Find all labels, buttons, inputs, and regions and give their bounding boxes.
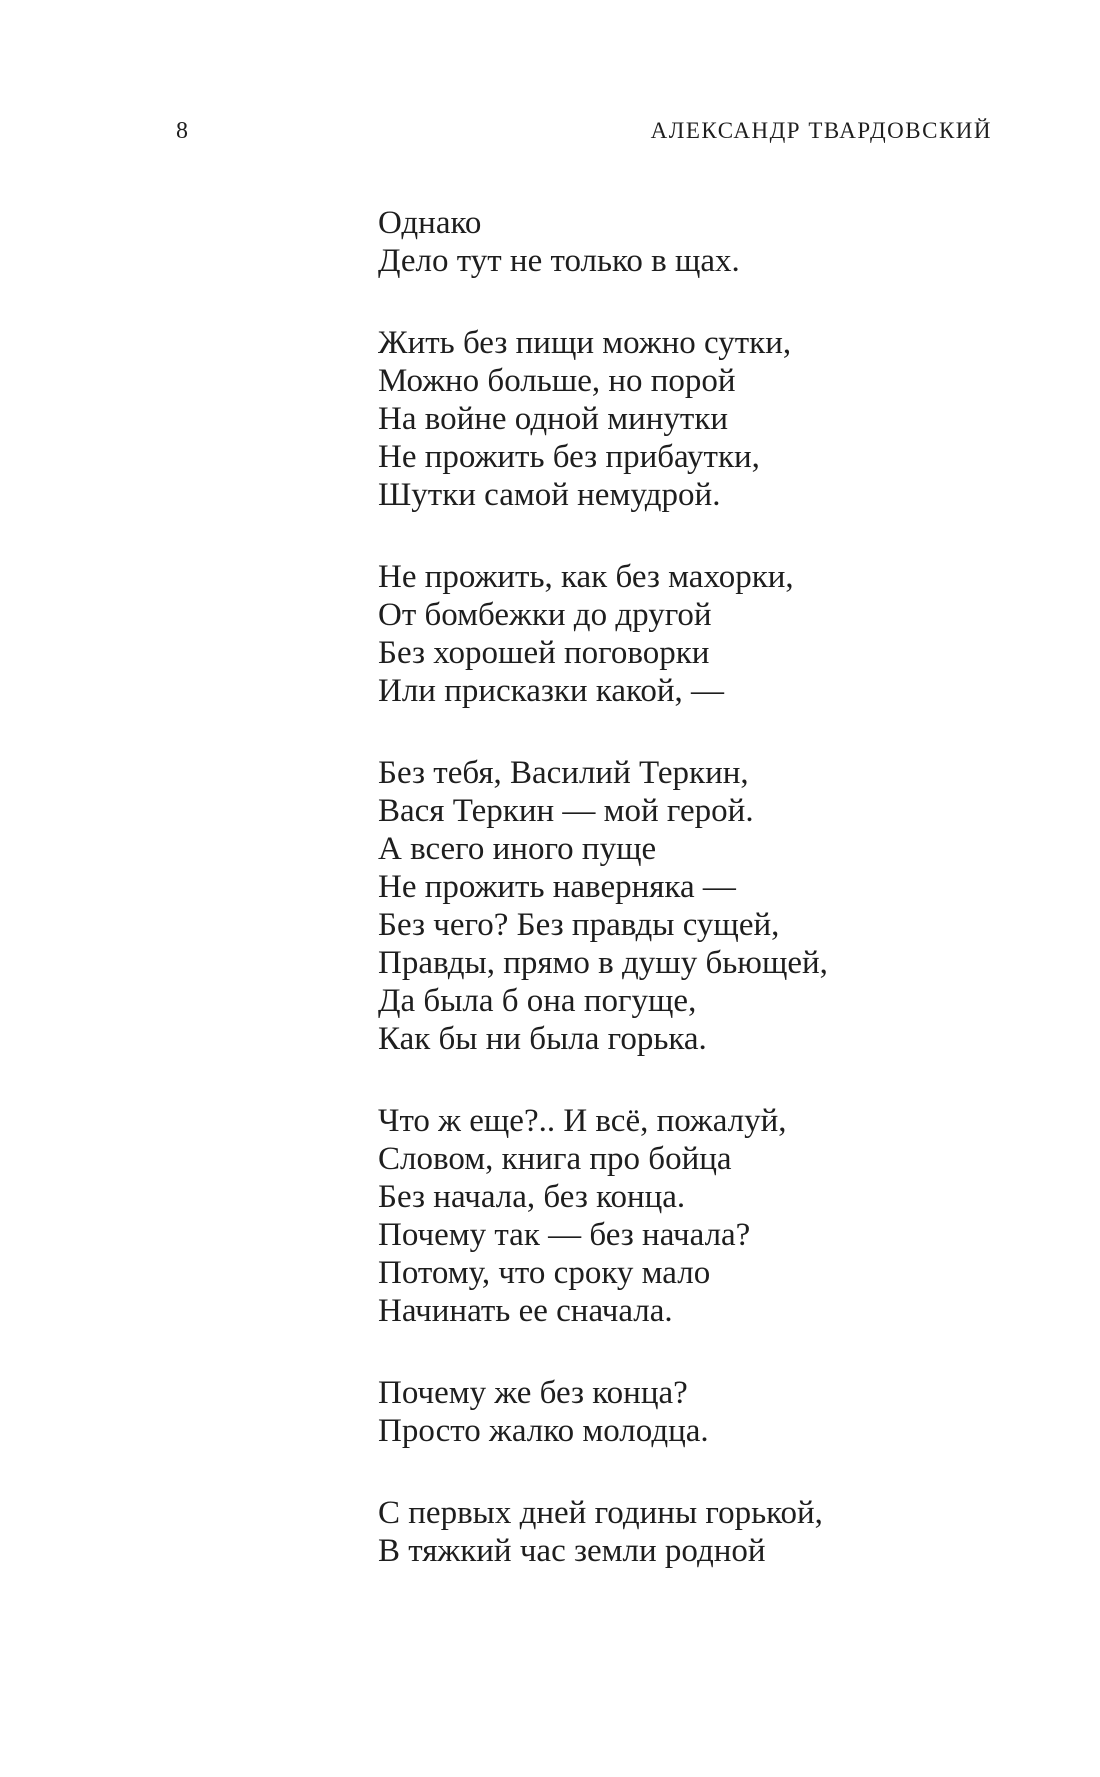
poem-line: Дело тут не только в щах. (378, 243, 740, 279)
poem-line: Можно больше, но порой (378, 363, 736, 399)
poem-line: На войне одной минутки (378, 401, 729, 437)
poem-line: Вася Теркин — мой герой. (378, 793, 754, 829)
stanza (378, 558, 1040, 710)
poem-line: А всего иного пуще (378, 831, 657, 867)
poem-line: Без тебя, Василий Теркин, (378, 755, 749, 791)
poem-line: Словом, книга про бойца (378, 1141, 732, 1177)
running-header (176, 116, 992, 146)
poem-line: Не прожить, как без махорки, (378, 559, 794, 595)
poem-line: От бомбежки до другой (378, 597, 712, 633)
running-head-author: АЛЕКСАНДР ТВАРДОВСКИЙ (650, 118, 992, 143)
poem-line: Правды, прямо в душу бьющей, (378, 945, 828, 981)
stanza (378, 754, 1040, 1058)
poem-line: Без чего? Без правды сущей, (378, 907, 780, 943)
poem-line: Не прожить наверняка — (378, 869, 736, 905)
poem-line: Без начала, без конца. (378, 1179, 686, 1215)
poem-line: С первых дней годины горькой, (378, 1495, 823, 1531)
stanza (378, 1374, 1040, 1450)
poem-line: В тяжкий час земли родной (378, 1533, 766, 1569)
poem (378, 204, 1040, 1614)
stanza (378, 324, 1040, 514)
poem-line: Начинать ее сначала. (378, 1293, 673, 1329)
poem-line: Как бы ни была горька. (378, 1021, 707, 1057)
poem-line: Жить без пищи можно сутки, (378, 325, 792, 361)
poem-line: Просто жалко молодца. (378, 1413, 709, 1449)
poem-line: Что ж еще?.. И всё, пожалуй, (378, 1103, 787, 1139)
poem-line: Без хорошей поговорки (378, 635, 710, 671)
stanza (378, 204, 1040, 280)
poem-line: Шутки самой немудрой. (378, 477, 721, 513)
poem-line: Потому, что сроку мало (378, 1255, 711, 1291)
poem-line: Да была б она погуще, (378, 983, 697, 1019)
page-number: 8 (176, 118, 188, 144)
poem-line: Однако (378, 205, 482, 241)
stanza (378, 1494, 1040, 1570)
poem-line: Или присказки какой, — (378, 673, 725, 709)
stanza (378, 1102, 1040, 1330)
poem-line: Почему же без конца? (378, 1375, 688, 1411)
poem-line: Почему так — без начала? (378, 1217, 751, 1253)
poem-line: Не прожить без прибаутки, (378, 439, 760, 475)
